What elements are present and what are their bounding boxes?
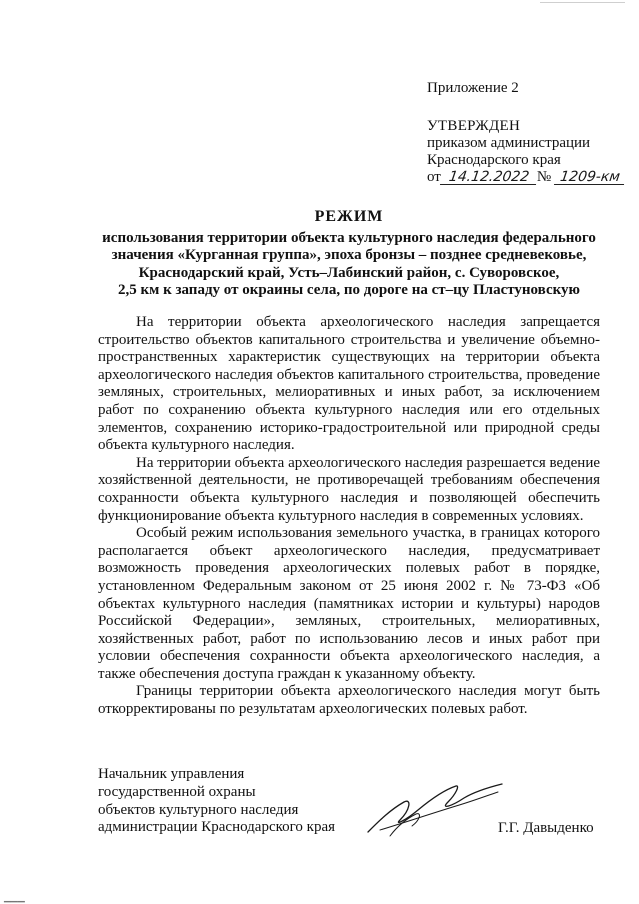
approval-line-region: Краснодарского края <box>427 152 561 168</box>
title-line-4: 2,5 км к западу от окраины села, по дороге на ст–цу Пластуновскую <box>117 282 581 298</box>
title-heading: РЕЖИМ <box>314 208 384 225</box>
paragraph-permissions: На территории объекта археологического наследия разрешается ведение хозяйственной деятельности, не противоречащей требованиям обеспечения сохранности объекта культурного наследия и позволяющей обеспечить функционирование объекта культурного наследия в современных условиях. <box>98 454 600 524</box>
position-line-4: администрации Краснодарского края <box>98 819 336 836</box>
paragraph-special-regime: Особый режим использования земельного участка, в границах которого располагается объект археологического наследия, предусматривает возможность проведения археологических полевых работ в порядке, установленном Федеральным законом от 25 июня 2002 г. № 73-ФЗ «Об объектах культурного наследия (памятниках истории и культуры) народов Российской Федерации», земляных, строительных, мелиоративных, хозяйственных работ, работ по использованию лесов и иных работ при условии обеспечения сохранности объекта археологического наследия, а также обеспечения доступа граждан к указанному объекту. <box>98 525 600 682</box>
paragraph-boundaries: Границы территории объекта археологического наследия могут быть откорректированы по результатам археологических полевых работ. <box>98 683 600 718</box>
handwritten-signature <box>360 780 510 840</box>
position-line-2: государственной охраны <box>98 783 256 800</box>
top-edge-line <box>540 2 625 3</box>
date-prefix: от <box>427 169 441 185</box>
signatory-position <box>98 766 335 837</box>
approval-block <box>427 118 625 186</box>
number-prefix: № <box>536 169 552 185</box>
appendix-label: Приложение 2 <box>427 80 519 96</box>
document-title <box>98 208 600 300</box>
document-body <box>98 314 600 719</box>
title-line-3: Краснодарский край, Усть–Лабинский район, с. Суворовское, <box>138 264 560 281</box>
title-line-2: значения «Курганная группа», эпоха бронзы – позднее средневековье, <box>111 247 587 263</box>
scan-edge-mark: ▁▁▁ <box>4 893 25 903</box>
handwritten-number: 1209-км <box>554 170 626 185</box>
approval-line-date-number <box>427 169 625 186</box>
approval-line-order: приказом администрации <box>427 135 591 151</box>
position-line-1: Начальник управления <box>98 766 245 782</box>
signatory-name: Г.Г. Давыденко <box>498 820 594 836</box>
handwritten-date: 14.12.2022 <box>440 170 538 185</box>
position-line-3: объектов культурного наследия <box>98 801 299 818</box>
approved-heading: УТВЕРЖДЕН <box>427 118 521 134</box>
paragraph-prohibitions: На территории объекта археологического наследия запрещается строительство объектов капитального строительства и увеличение объемно-пространственных характеристик существующих на территории объекта археологического наследия объектов капитального строительства, проведение земляных, строительных, мелиоративных и иных работ, за исключением работ по сохранению объекта культурного наследия или его отдельных элементов, сохранению историко-градостроительной или природной среды объекта культурного наследия. <box>98 314 600 454</box>
title-line-1: использования территории объекта культурного наследия федерального <box>102 229 596 246</box>
